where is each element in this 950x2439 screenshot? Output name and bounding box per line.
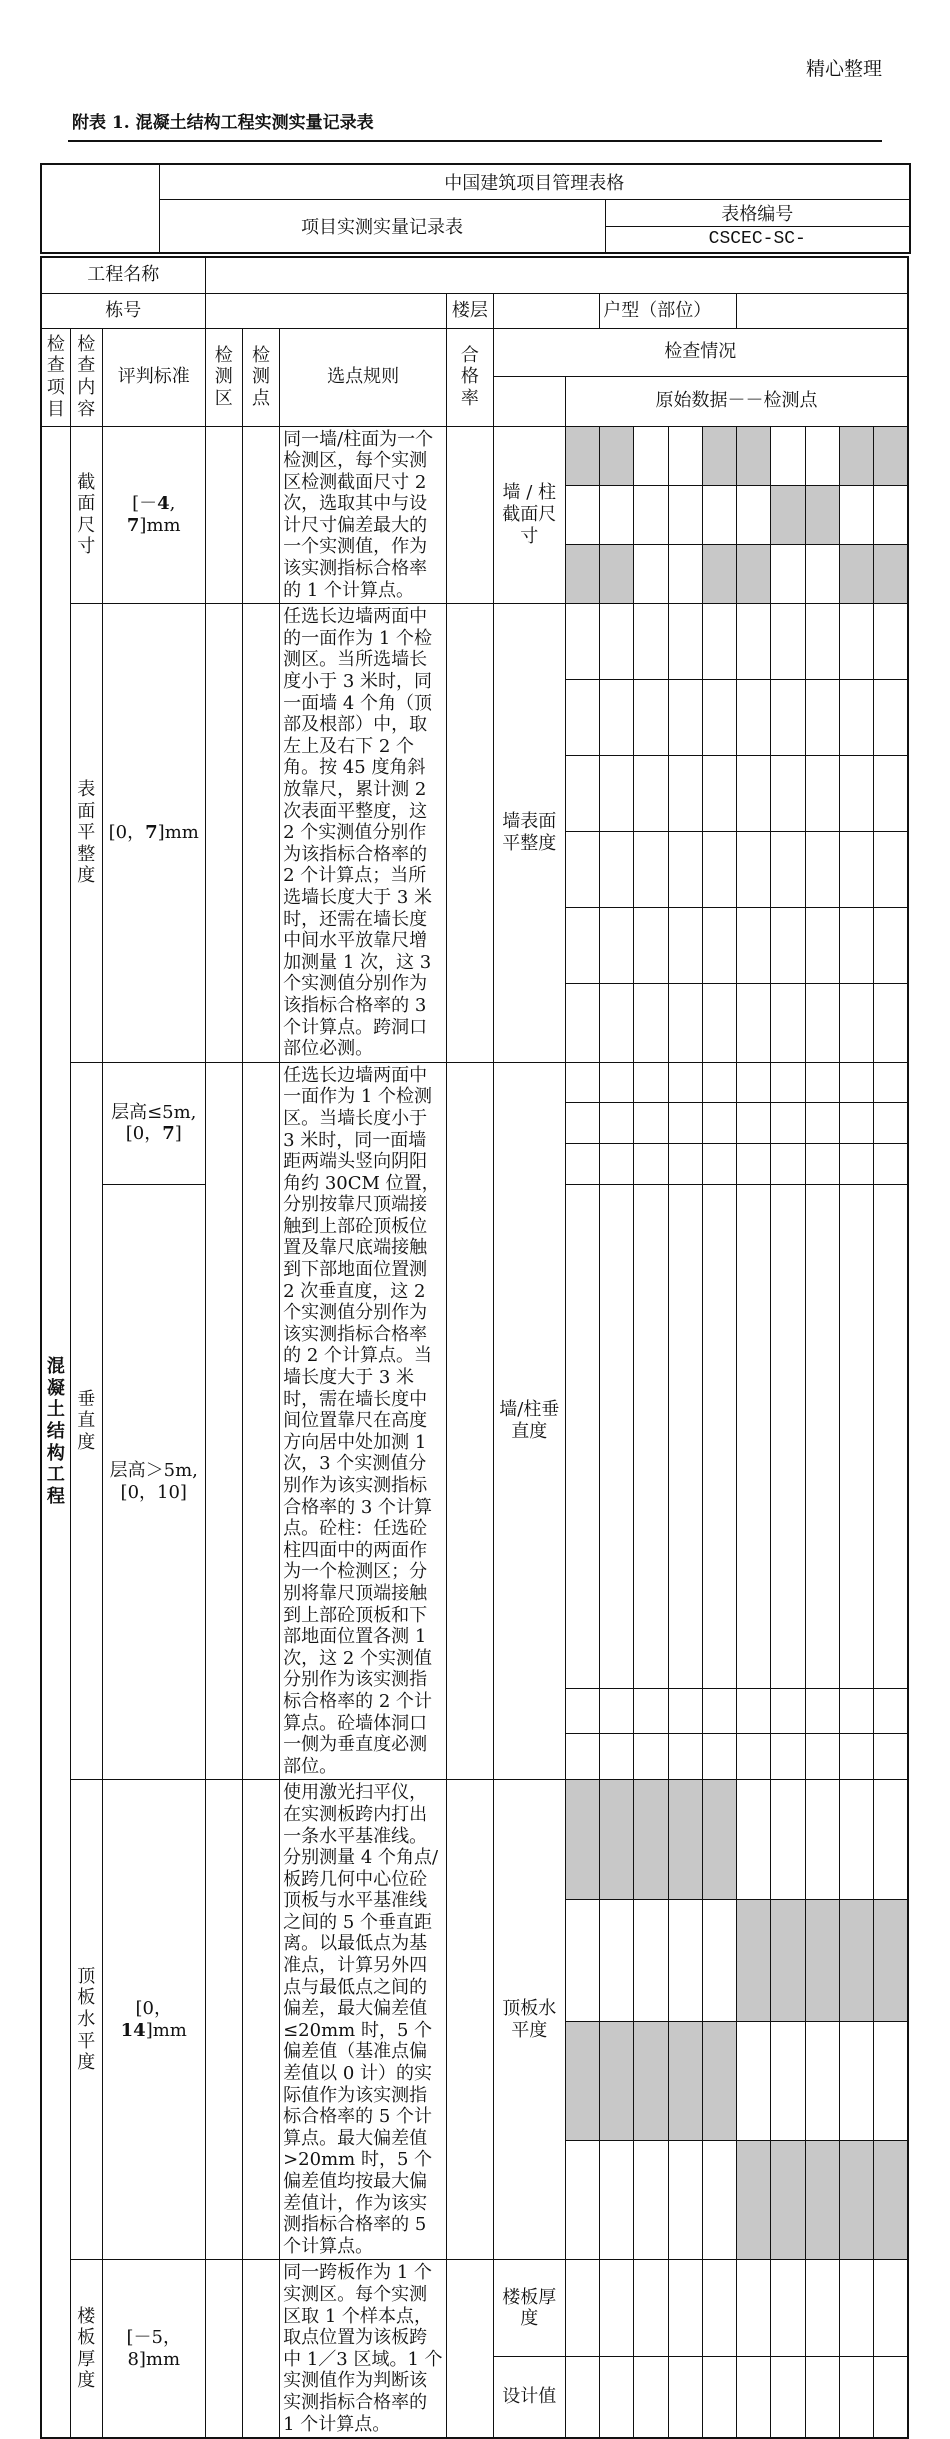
row4-standard: [0，14]mm — [102, 1780, 205, 2260]
org-name: 中国建筑项目管理表格 — [159, 164, 910, 199]
row5-content: 楼 板 厚 度 — [70, 2260, 102, 2438]
row1-zone[interactable] — [205, 426, 242, 604]
row3-content: 垂 直 度 — [70, 1062, 102, 1780]
code-label: 表格编号 — [605, 199, 910, 226]
project-name-value[interactable] — [205, 257, 908, 293]
col-item: 检 查 项 目 — [41, 328, 70, 426]
row4-situation: 顶板水平度 — [493, 1780, 565, 2260]
col-situation: 检查情况 — [493, 328, 908, 376]
row3-zone[interactable] — [205, 1062, 242, 1780]
col-raw: 原始数据－－检测点 — [566, 376, 908, 426]
row5-design-value: 设计值 — [493, 2357, 565, 2438]
col-rule: 选点规则 — [280, 328, 447, 426]
floor-label: 楼层 — [447, 293, 493, 328]
logo-cell — [41, 164, 159, 253]
row5-standard: [－5，8]mm — [102, 2260, 205, 2438]
row1-point[interactable] — [242, 426, 279, 604]
row2-situation: 墙表面平整度 — [493, 604, 565, 1062]
row3-point[interactable] — [242, 1062, 279, 1780]
form-header-table — [40, 163, 911, 254]
row2-rule: 任选长边墙两面中的一面作为 1 个检测区。当所选墙长度小于 3 米时，同一面墙 4 个角（顶部及根部）中，取左上及右下 2 个角。按 45 度角斜放靠尺，累计测 2 次表面平整度，这 2 个实测值分别作为该指标合格率的 2 个计算点；当所选墙长度大于 3 米时，还需在墙长度中间水平放靠尺增加测量 1 次，这 3 个实测值分别作为该指标合格率的 3 个计算点。跨洞口部位必测。 — [280, 604, 447, 1062]
record-table — [40, 256, 909, 2439]
building-no-value[interactable] — [205, 293, 447, 328]
row2-content: 表 面 平 整 度 — [70, 604, 102, 1062]
row1-standard: [－4, 7]mm — [102, 426, 205, 604]
col-rate: 合 格 率 — [447, 328, 493, 426]
row5-zone[interactable] — [205, 2260, 242, 2438]
row1-rate[interactable] — [447, 426, 493, 604]
row2-point[interactable] — [242, 604, 279, 1062]
col-standard: 评判标准 — [102, 328, 205, 426]
category-label: 混 凝 土 结 构 工 程 — [41, 426, 70, 2438]
row2-zone[interactable] — [205, 604, 242, 1062]
row2-rate[interactable] — [447, 604, 493, 1062]
row5-rule: 同一跨板作为 1 个实测区。每个实测区取 1 个样本点，取点位置为该板跨中 1／3 区域。1 个实测值作为判断该实测指标合格率的 1 个计算点。 — [280, 2260, 447, 2438]
row5-rate[interactable] — [447, 2260, 493, 2438]
row4-content: 顶 板 水 平 度 — [70, 1780, 102, 2260]
code-value: CSCEC-SC- — [605, 226, 910, 253]
page-title: 附表 1. 混凝土结构工程实测实量记录表 — [72, 113, 374, 133]
floor-value[interactable] — [493, 293, 600, 328]
row1-rule: 同一墙/柱面为一个检测区，每个实测区检测截面尺寸 2 次，选取其中与设计尺寸偏差最大的一个实测值，作为该实测指标合格率的 1 个计算点。 — [280, 426, 447, 604]
project-name-label: 工程名称 — [41, 257, 205, 293]
row5-situation: 楼板厚度 — [493, 2260, 565, 2357]
building-no-label: 栋号 — [41, 293, 205, 328]
unit-type-value[interactable] — [737, 293, 908, 328]
page-note: 精心整理 — [805, 58, 882, 80]
row3-rate[interactable] — [447, 1062, 493, 1780]
col-point: 检 测 点 — [242, 328, 279, 426]
table-name: 项目实测实量记录表 — [159, 199, 605, 253]
row4-rule: 使用激光扫平仪，在实测板跨内打出一条水平基准线。分别测量 4 个角点/板跨几何中心位砼顶板与水平基准线之间的 5 个垂直距离。以最低点为基准点，计算另外四点与最低点之间的偏差，最大偏差值≤20mm 时，5 个偏差值（基准点偏差值以 0 计）的实际值作为该实测指标合格率的 5 个计算点。最大偏差值 >20mm 时，5 个偏差值均按最大偏差值计，作为该实测指标合格率的 5 个计算点。 — [280, 1780, 447, 2260]
title-underline — [68, 140, 882, 142]
row2-standard: [0，7]mm — [102, 604, 205, 1062]
row3-standard-2: 层高＞5m, [0，10] — [102, 1184, 205, 1780]
row3-standard-1: 层高≤5m, [0，7] — [102, 1062, 205, 1184]
row3-situation: 墙/柱垂直度 — [493, 1062, 565, 1780]
row4-rate[interactable] — [447, 1780, 493, 2260]
row5-point[interactable] — [242, 2260, 279, 2438]
col-content: 检 查 内 容 — [70, 328, 102, 426]
col-situation-blank — [493, 376, 565, 426]
row4-zone[interactable] — [205, 1780, 242, 2260]
row4-point[interactable] — [242, 1780, 279, 2260]
row1-content: 截 面 尺 寸 — [70, 426, 102, 604]
col-zone: 检 测 区 — [205, 328, 242, 426]
row1-situation: 墙 / 柱截面尺寸 — [493, 426, 565, 604]
row3-rule: 任选长边墙两面中一面作为 1 个检测区。当墙长度小于 3 米时，同一面墙距两端头竖向阴阳角约 30CM 位置，分别按靠尺顶端接触到上部砼顶板位置及靠尺底端接触到下部地面位置测 2 次垂直度，这 2 个实测值分别作为该实测指标合格率的 2 个计算点。当墙长度大于 3 米时，需在墙长度中间位置靠尺在高度方向居中处加测 1 次，3 个实测值分别作为该实测指标合格率的 3 个计算点。砼柱：任选砼柱四面中的两面作为一个检测区；分别将靠尺顶端接触到上部砼顶板和下部地面位置各测 1 次，这 2 个实测值分别作为该实测指标合格率的 2 个计算点。砼墙体洞口一侧为垂直度必测部位。 — [280, 1062, 447, 1780]
unit-type-label: 户型（部位） — [600, 293, 737, 328]
